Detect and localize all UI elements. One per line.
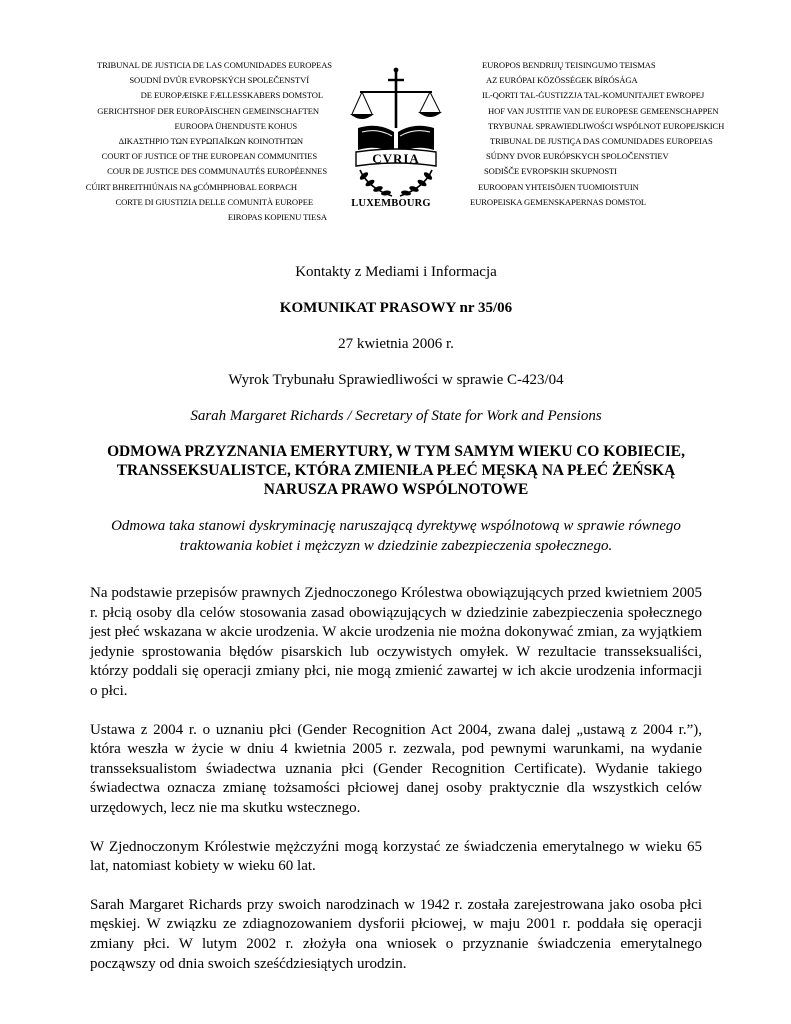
paragraph: Na podstawie przepisów prawnych Zjednoczonego Królestwa obowiązujących przed kwietniem 2005 r. płcią osoby dla celów stosowania zasad obowiązujących w dziedzinie zabezpieczenia społecznego jest płeć wskazana w akcie urodzenia. W akcie urodzenia nie można dokonywać zmian, za wyjątkiem jedynie sprostowania błędów pisarskich lub oczywistych omyłek. W rezultacie transseksualiści, którzy poddali się operacji zmiany płci, nie mogą zmienić zawartej w ich akcie urodzenia informacji o płci. bbox=[90, 585, 702, 699]
court-name: EUROPOS BENDRIJŲ TEISINGUMO TEISMAS bbox=[482, 60, 656, 70]
paragraph: W Zjednoczonym Królestwie mężczyźni mogą korzystać ze świadczenia emerytalnego w wieku 65 lat, natomiast kobiety w wieku 60 lat. bbox=[90, 838, 702, 875]
court-name: TRIBUNAL DE JUSTIÇA DAS COMUNIDADES EUROPEIAS bbox=[490, 136, 713, 147]
court-name: SOUDNÍ DVŮR EVROPSKÝCH SPOLEČENSTVÍ bbox=[129, 75, 309, 86]
court-name: EUROOPA ÜHENDUSTE KOHUS bbox=[174, 120, 297, 131]
court-name: HOF VAN JUSTITIE VAN DE EUROPESE GEMEENSCHAPPEN bbox=[488, 105, 719, 116]
court-name: EIROPAS KOPIENU TIESA bbox=[227, 212, 327, 223]
press-release-number: KOMUNIKAT PRASOWY nr 35/06 bbox=[279, 300, 513, 316]
court-names-left bbox=[85, 58, 332, 225]
court-name: AZ EURÓPAI KÖZÖSSÉGEK BÍRÓSÁGA bbox=[486, 75, 638, 86]
court-name: CORTE DI GIUSTIZIA DELLE COMUNITÀ EUROPEE bbox=[115, 196, 313, 207]
court-name: EUROPEISKA GEMENSKAPERNAS DOMSTOL bbox=[470, 196, 647, 207]
case-parties: Sarah Margaret Richards / Secretary of State for Work and Pensions bbox=[190, 408, 602, 424]
court-name: IL-QORTI TAL-ĠUSTIZZJA TAL-KOMUNITAJIET EWROPEJ bbox=[482, 90, 705, 101]
emblem-text: CVRIA bbox=[372, 151, 420, 166]
judgment-reference: Wyrok Trybunału Sprawiedliwości w sprawie C-423/04 bbox=[228, 372, 564, 388]
court-name: GERICHTSHOF DER EUROPÄISCHEN GEMEINSCHAFTEN bbox=[97, 105, 319, 116]
city-label: LUXEMBOURG bbox=[351, 198, 431, 209]
court-masthead bbox=[0, 0, 791, 240]
press-release bbox=[90, 262, 702, 974]
summary: Odmowa taka stanowi dyskryminację naruszającą dyrektywę wspólnotową w sprawie równego traktowania kobiet i mężczyzn w dziedzinie zabezpieczenia społecznego. bbox=[111, 518, 681, 554]
court-name: DE EUROPÆISKE FÆLLESSKABERS DOMSTOL bbox=[140, 90, 323, 101]
court-name: ΔΙΚΑΣΤΗΡΙΟ ΤΩΝ ΕΥΡΩΠΑΪΚΩΝ ΚΟΙΝΟΤΗΤΩΝ bbox=[118, 136, 303, 147]
body-text bbox=[90, 584, 702, 974]
paragraph: Sarah Margaret Richards przy swoich narodzinach w 1942 r. została zarejestrowana jako osoba płci męskiej. W związku ze zdiagnozowaniem dysforii płciowej, w maju 2001 r. poddała się operacji zmiany płci. W lutym 2002 r. złożyła ona wniosek o przyznanie świadczenia emerytalnego począwszy od dnia swoich sześćdziesiątych urodzin. bbox=[90, 896, 702, 972]
court-name: CÚIRT BHREITHIÚNAIS NA gCÓMHPHOBAL EORPACH bbox=[85, 181, 297, 192]
release-date: 27 kwietnia 2006 r. bbox=[338, 336, 454, 352]
court-name: SODIŠČE EVROPSKIH SKUPNOSTI bbox=[484, 166, 617, 177]
service-name: Kontakty z Mediami i Informacja bbox=[295, 264, 497, 280]
court-name: TRIBUNAL DE JUSTICIA DE LAS COMUNIDADES EUROPEAS bbox=[96, 60, 332, 70]
court-name: EUROOPAN YHTEISÖJEN TUOMIOISTUIN bbox=[478, 181, 639, 192]
headline: ODMOWA PRZYZNANIA EMERYTURY, W TYM SAMYM WIEKU CO KOBIECIE, TRANSSEKSUALISTCE, KTÓRA ZMIENIŁA PŁEĆ MĘSKĄ NA PŁEĆ ŻEŃSKĄ NARUSZA PRAWO WSPÓLNOTOWE bbox=[107, 443, 685, 498]
curia-emblem-icon bbox=[338, 66, 448, 202]
court-name: COURT OF JUSTICE OF THE EUROPEAN COMMUNITIES bbox=[101, 151, 317, 162]
court-names-right bbox=[466, 58, 724, 210]
court-name: COUR DE JUSTICE DES COMMUNAUTÉS EUROPÉENNES bbox=[107, 166, 327, 177]
court-name: SÚDNY DVOR EURÓPSKYCH SPOLOČENSTIEV bbox=[486, 151, 669, 162]
court-name: TRYBUNAŁ SPRAWIEDLIWOŚCI WSPÓLNOT EUROPEJSKICH bbox=[488, 120, 725, 131]
paragraph: Ustawa z 2004 r. o uznaniu płci (Gender Recognition Act 2004, zwana dalej „ustawą z 2004 r.”), która weszła w życie w dniu 4 kwietnia 2005 r. zezwala, pod pewnymi warunkami, na wydanie transseksualistom świadectwa uznania płci (Gender Recognition Certificate). Wydanie takiego świadectwa oznacza zmianę tożsamości płciowej danej osoby praktycznie dla wszystkich celów urzędowych, lecz nie ma skutku wstecznego. bbox=[90, 721, 702, 816]
